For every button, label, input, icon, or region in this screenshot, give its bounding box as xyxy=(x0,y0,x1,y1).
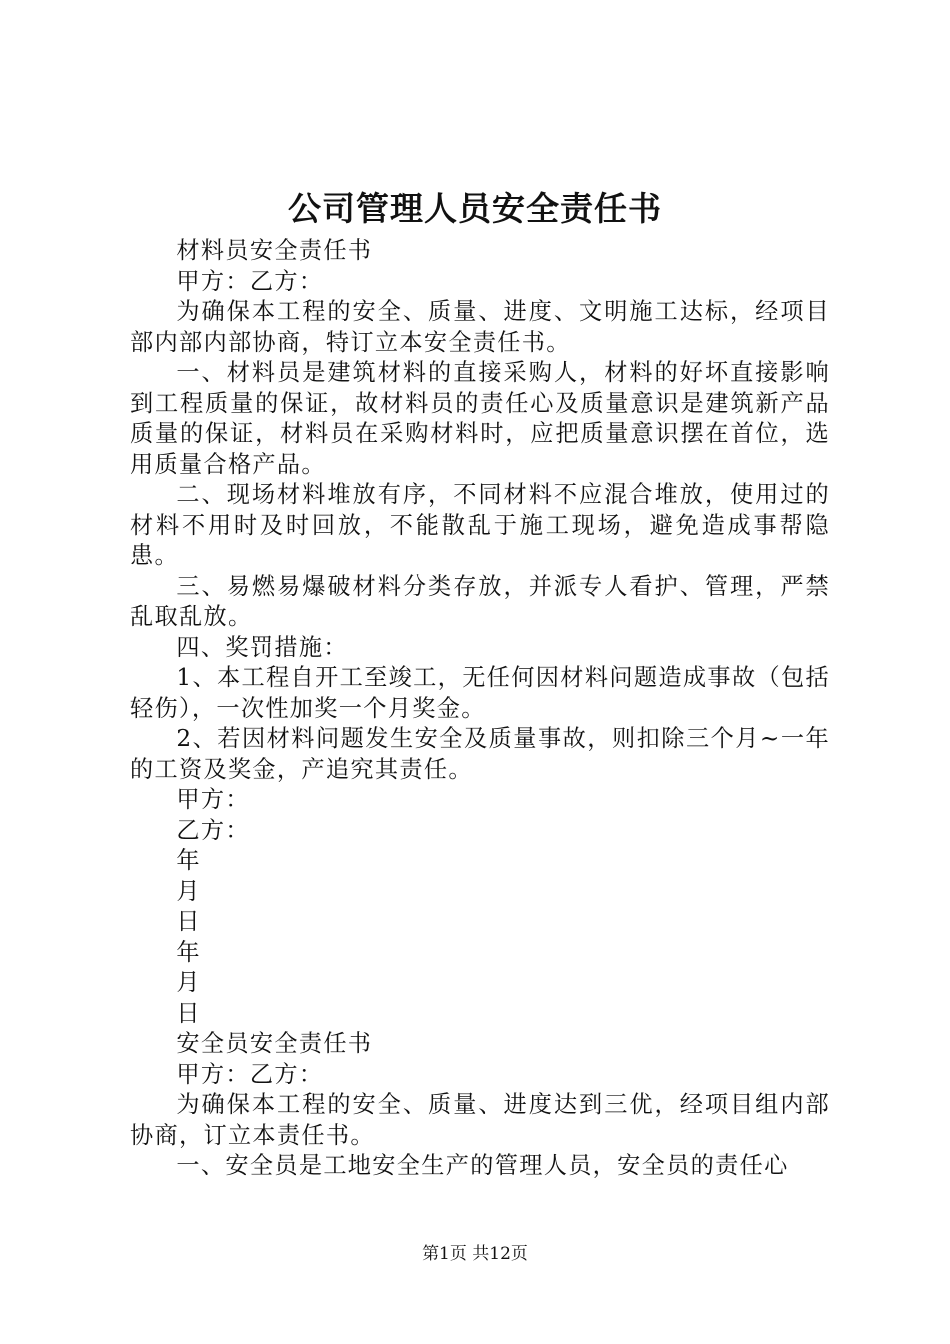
date-day: 日 xyxy=(176,999,201,1027)
section-heading: 安全员安全责任书 xyxy=(176,1030,373,1057)
signature-line-party-a: 甲方： xyxy=(176,786,250,813)
paragraph: 材料员安全责任书 xyxy=(176,237,373,264)
document-body xyxy=(130,236,830,1182)
paragraph: 为确保本工程的安全、质量、进度、文明施工达标，经项目部内部内部协商，特订立本安全责任书。 xyxy=(130,298,830,356)
signature-line-party-b: 乙方： xyxy=(176,816,250,844)
paragraph: 一、安全员是工地安全生产的管理人员，安全员的责任心 xyxy=(176,1152,789,1179)
date-year: 年 xyxy=(176,847,201,874)
paragraph: 为确保本工程的安全、质量、进度达到三优，经项目组内部协商，订立本责任书。 xyxy=(130,1091,830,1149)
paragraph: 1、本工程自开工至竣工，无任何因材料问题造成事故（包括轻伤），一次性加奖一个月奖金。 xyxy=(130,664,830,722)
document-title: 公司管理人员安全责任书 xyxy=(288,189,662,228)
date-month: 月 xyxy=(176,877,201,905)
date-day: 日 xyxy=(176,908,201,935)
date-month: 月 xyxy=(176,969,201,996)
page-number-footer: 第1页 共12页 xyxy=(422,1244,528,1264)
paragraph: 二、现场材料堆放有序，不同材料不应混合堆放，使用过的材料不用时及时回放，不能散乱于施工现场，避免造成事帮隐患。 xyxy=(130,481,830,569)
paragraph: 2、若因材料问题发生安全及质量事故，则扣除三个月~一年的工资及奖金，产追究其责任。 xyxy=(130,725,830,783)
paragraph: 四、奖罚措施： xyxy=(176,633,348,661)
paragraph: 一、材料员是建筑材料的直接采购人，材料的好坏直接影响到工程质量的保证，故材料员的责任心及质量意识是建筑新产品质量的保证，材料员在采购材料时，应把质量意识摆在首位，选用质量合格产品。 xyxy=(130,359,830,478)
paragraph: 三、易燃易爆破材料分类存放，并派专人看护、管理，严禁乱取乱放。 xyxy=(130,572,830,630)
paragraph: 甲方：乙方： xyxy=(176,1060,324,1088)
paragraph: 甲方：乙方： xyxy=(176,267,324,295)
date-year: 年 xyxy=(176,938,201,966)
